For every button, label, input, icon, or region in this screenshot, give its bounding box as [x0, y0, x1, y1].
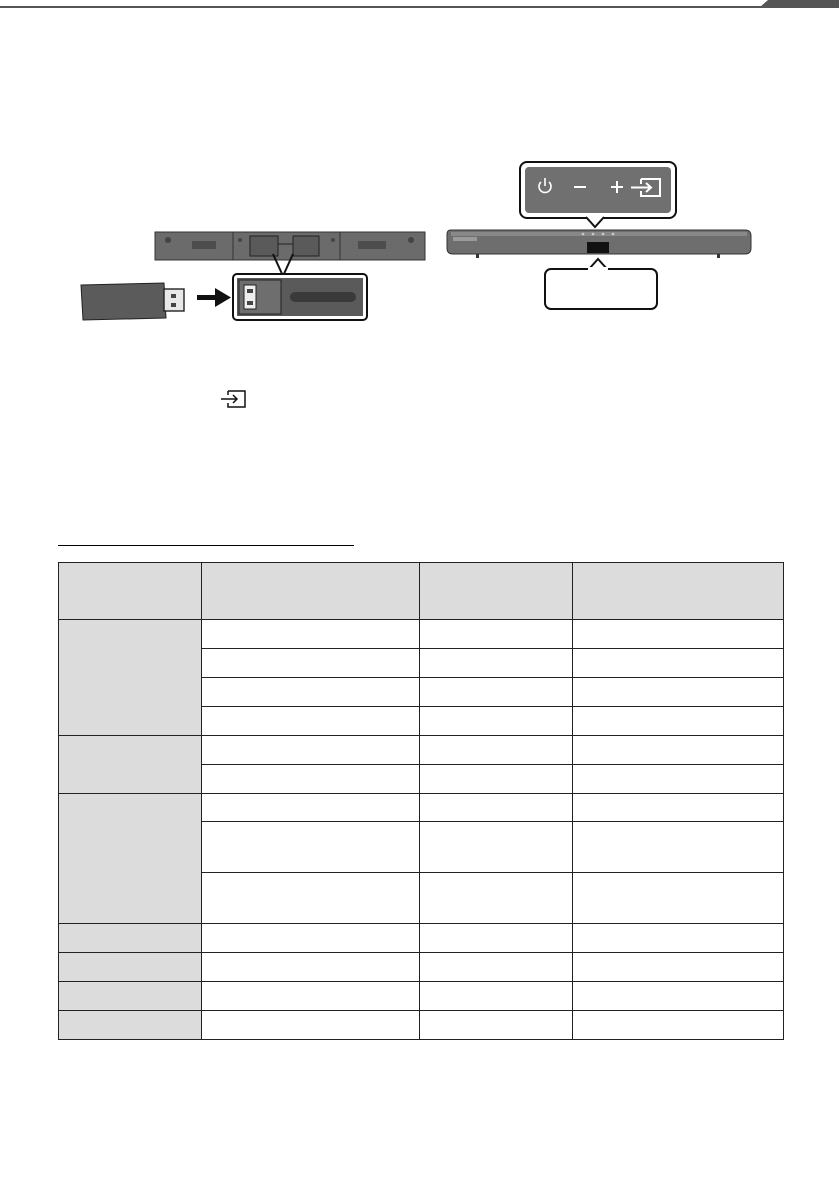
table-group-cell — [59, 620, 202, 736]
table-cell — [573, 982, 784, 1011]
table-cell — [420, 794, 573, 822]
table-cell — [573, 822, 784, 873]
table-cell — [202, 822, 420, 873]
table-cell — [573, 765, 784, 794]
table-group-cell — [59, 794, 202, 924]
table-cell — [420, 649, 573, 678]
table-header-cell — [420, 563, 573, 620]
table-cell — [202, 1011, 420, 1040]
table-header-row — [59, 563, 784, 620]
table-cell — [202, 794, 420, 822]
soundbar-rear-panel-icon — [155, 232, 425, 276]
table-cell — [420, 678, 573, 707]
table-cell — [202, 707, 420, 736]
source-input-icon — [219, 388, 249, 410]
table-cell — [573, 924, 784, 953]
samsung-logo-icon — [453, 237, 477, 241]
table-header-cell — [59, 563, 202, 620]
table-cell — [420, 620, 573, 649]
table-cell — [573, 736, 784, 765]
table-group-cell — [59, 736, 202, 794]
table-group-cell — [59, 1011, 202, 1040]
table-cell — [420, 924, 573, 953]
page-header-notch — [760, 0, 839, 8]
table-cell — [420, 765, 573, 794]
table-cell — [420, 1011, 573, 1040]
table-header-cell — [202, 563, 420, 620]
table-row — [59, 620, 784, 649]
table-header-cell — [573, 563, 784, 620]
table-cell — [202, 649, 420, 678]
table-cell — [202, 736, 420, 765]
arrow-right-icon — [197, 288, 231, 307]
table-cell — [420, 707, 573, 736]
table-cell — [202, 765, 420, 794]
table-cell — [573, 620, 784, 649]
table-cell — [420, 953, 573, 982]
table-cell — [202, 924, 420, 953]
display-window — [587, 242, 609, 253]
table-cell — [573, 678, 784, 707]
table-cell — [202, 678, 420, 707]
table-cell — [573, 1011, 784, 1040]
table-cell — [573, 707, 784, 736]
table-cell — [202, 982, 420, 1011]
soundbar-front-icon — [447, 230, 751, 258]
table-cell — [420, 736, 573, 765]
section-heading-underline — [58, 545, 354, 546]
table-cell — [573, 953, 784, 982]
table-group-cell — [59, 982, 202, 1011]
table-cell — [202, 953, 420, 982]
table-cell — [420, 873, 573, 924]
table-cell — [573, 873, 784, 924]
table-cell — [420, 982, 573, 1011]
usb-port-callout — [233, 274, 367, 320]
table-row — [59, 953, 784, 982]
page-header-rule — [0, 6, 839, 8]
table-row — [59, 982, 784, 1011]
top-panel-buttons-callout — [520, 162, 676, 227]
display-callout-box — [545, 259, 657, 309]
table-cell — [420, 822, 573, 873]
table-cell — [202, 620, 420, 649]
table-cell — [202, 873, 420, 924]
table-group-cell — [59, 953, 202, 982]
table-row — [59, 736, 784, 765]
table-cell — [573, 649, 784, 678]
table-group-cell — [59, 924, 202, 953]
table-row — [59, 924, 784, 953]
usb-connection-illustration — [75, 158, 765, 328]
table-cell — [573, 794, 784, 822]
usb-drive-icon — [81, 283, 184, 320]
table-row — [59, 1011, 784, 1040]
spec-table — [58, 562, 784, 1040]
table-row — [59, 794, 784, 822]
